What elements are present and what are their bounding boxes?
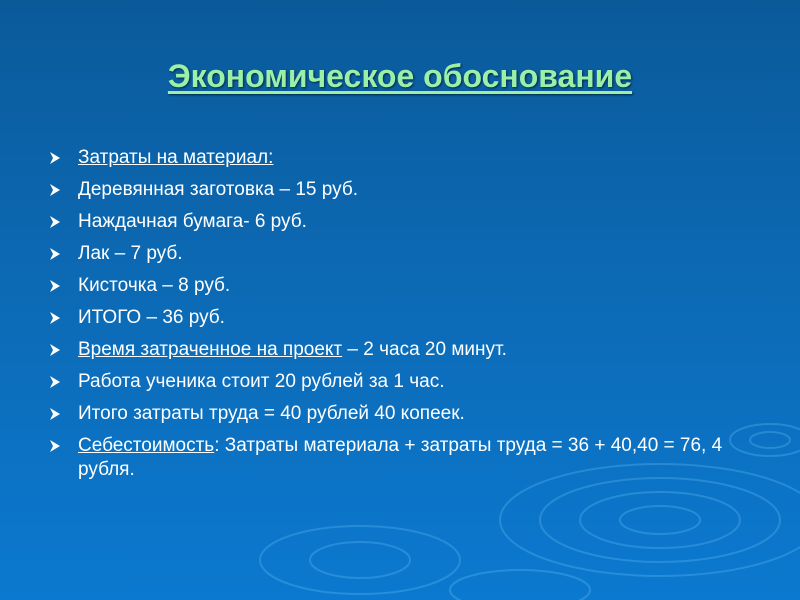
arrowhead-bullet-icon — [48, 438, 62, 454]
list-item-text: Работа ученика стоит 20 рублей за 1 час. — [78, 371, 445, 392]
list-item — [48, 370, 728, 394]
list-item — [48, 242, 728, 266]
arrowhead-bullet-icon — [48, 374, 62, 390]
list-item-underlined: Время затраченное на проект — [78, 339, 343, 360]
list-item — [48, 306, 728, 330]
arrowhead-bullet-icon — [48, 246, 62, 262]
list-item-text: Деревянная заготовка – 15 руб. — [78, 179, 359, 200]
list-item-text: : Затраты материала + затраты труда = 36 + 40,40 = 76, 4 рубля. — [78, 435, 723, 480]
list-item — [48, 210, 728, 234]
list-item — [48, 402, 728, 426]
arrowhead-bullet-icon — [48, 214, 62, 230]
bullet-list — [48, 146, 728, 490]
list-item — [48, 274, 728, 298]
list-item — [48, 338, 728, 362]
arrowhead-bullet-icon — [48, 182, 62, 198]
arrowhead-bullet-icon — [48, 150, 62, 166]
list-item — [48, 178, 728, 202]
arrowhead-bullet-icon — [48, 310, 62, 326]
arrowhead-bullet-icon — [48, 278, 62, 294]
list-item-text: Лак – 7 руб. — [78, 243, 183, 264]
list-item-text: Кисточка – 8 руб. — [78, 275, 231, 296]
slide-title: Экономическое обоснование — [167, 58, 633, 94]
arrowhead-bullet-icon — [48, 406, 62, 422]
list-item-text: – 2 часа 20 минут. — [342, 339, 507, 360]
list-item-text: Итого затраты труда = 40 рублей 40 копеек. — [78, 403, 465, 424]
list-item-underlined: Затраты на материал: — [78, 147, 274, 168]
list-item-text: ИТОГО – 36 руб. — [78, 307, 225, 328]
list-item — [48, 146, 728, 170]
arrowhead-bullet-icon — [48, 342, 62, 358]
list-item-text: Наждачная бумага- 6 руб. — [78, 211, 307, 232]
list-item — [48, 434, 728, 482]
list-item-underlined: Себестоимость — [78, 435, 215, 456]
